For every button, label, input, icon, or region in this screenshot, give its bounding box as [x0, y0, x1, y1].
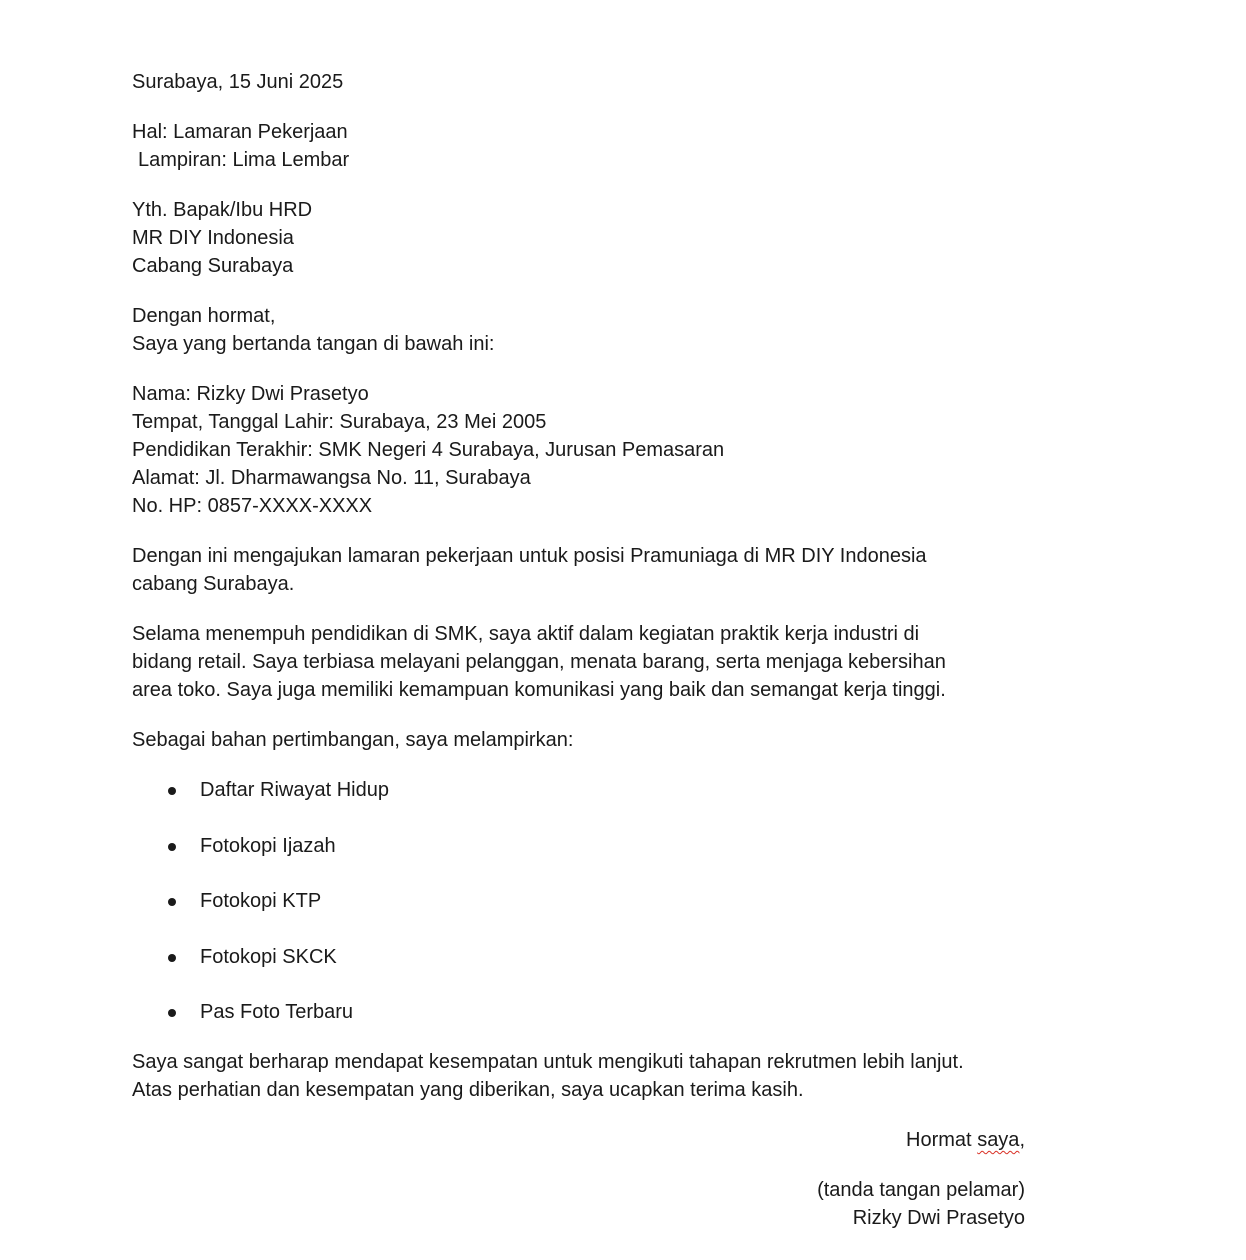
paragraph-line: area toko. Saya juga memiliki kemampuan komunikasi yang baik dan semangat kerja tinggi.	[132, 679, 946, 701]
list-item: Fotokopi SKCK	[132, 943, 1025, 971]
signoff-block	[132, 1126, 1025, 1154]
applicant-name: Nama: Rizky Dwi Prasetyo	[132, 383, 369, 405]
application-paragraph	[132, 542, 1025, 598]
greeting: Dengan hormat,	[132, 305, 276, 327]
bullet-icon	[168, 787, 176, 795]
list-item: Fotokopi Ijazah	[132, 832, 1025, 860]
letter-document	[132, 68, 1025, 1232]
subject-line: Hal: Lamaran Pekerjaan	[132, 121, 348, 143]
signoff: Hormat saya,	[906, 1129, 1025, 1151]
bullet-icon	[168, 898, 176, 906]
applicant-phone: No. HP: 0857-XXXX-XXXX	[132, 495, 373, 517]
recipient-line: Yth. Bapak/Ibu HRD	[132, 199, 313, 221]
paragraph-line: Dengan ini mengajukan lamaran pekerjaan untuk posisi Pramuniaga di MR DIY Indonesia	[132, 545, 927, 567]
list-item: Fotokopi KTP	[132, 887, 1025, 915]
paragraph-line: cabang Surabaya.	[132, 573, 295, 595]
attachments-intro: Sebagai bahan pertimbangan, saya melampirkan:	[132, 729, 574, 751]
date-block	[132, 68, 1025, 96]
applicant-address: Alamat: Jl. Dharmawangsa No. 11, Surabaya	[132, 467, 531, 489]
recipient-line: MR DIY Indonesia	[132, 227, 294, 249]
bullet-icon	[168, 1009, 176, 1017]
applicant-details	[132, 380, 1025, 520]
intro-text: Saya yang bertanda tangan di bawah ini:	[132, 333, 495, 355]
list-item: Pas Foto Terbaru	[132, 998, 1025, 1026]
paragraph-line: Saya sangat berharap mendapat kesempatan untuk mengikuti tahapan rekrutmen lebih lanjut.	[132, 1051, 964, 1073]
paragraph-line: Atas perhatian dan kesempatan yang diberikan, saya ucapkan terima kasih.	[132, 1079, 804, 1101]
paragraph-line: bidang retail. Saya terbiasa melayani pelanggan, menata barang, serta menjaga kebersihan	[132, 651, 946, 673]
attachments-list	[132, 776, 1025, 1026]
recipient-block	[132, 196, 1025, 280]
attachments-intro-block	[132, 726, 1025, 754]
closing-paragraph	[132, 1048, 1025, 1104]
subject-block	[132, 118, 1025, 174]
attachment-line: Lampiran: Lima Lembar	[138, 149, 350, 171]
list-item: Daftar Riwayat Hidup	[132, 776, 1025, 804]
bullet-icon	[168, 843, 176, 851]
signature-block	[132, 1176, 1025, 1232]
paragraph-line: Selama menempuh pendidikan di SMK, saya aktif dalam kegiatan praktik kerja industri di	[132, 623, 920, 645]
signer-name: Rizky Dwi Prasetyo	[852, 1207, 1025, 1229]
applicant-education: Pendidikan Terakhir: SMK Negeri 4 Surabaya, Jurusan Pemasaran	[132, 439, 725, 461]
greeting-block	[132, 302, 1025, 358]
spellcheck-flagged-word[interactable]: saya	[977, 1129, 1020, 1151]
applicant-birth: Tempat, Tanggal Lahir: Surabaya, 23 Mei 2005	[132, 411, 547, 433]
bullet-icon	[168, 954, 176, 962]
place-date: Surabaya, 15 Juni 2025	[132, 71, 344, 93]
experience-paragraph	[132, 620, 1025, 704]
recipient-line: Cabang Surabaya	[132, 255, 294, 277]
signature-placeholder: (tanda tangan pelamar)	[817, 1179, 1025, 1201]
